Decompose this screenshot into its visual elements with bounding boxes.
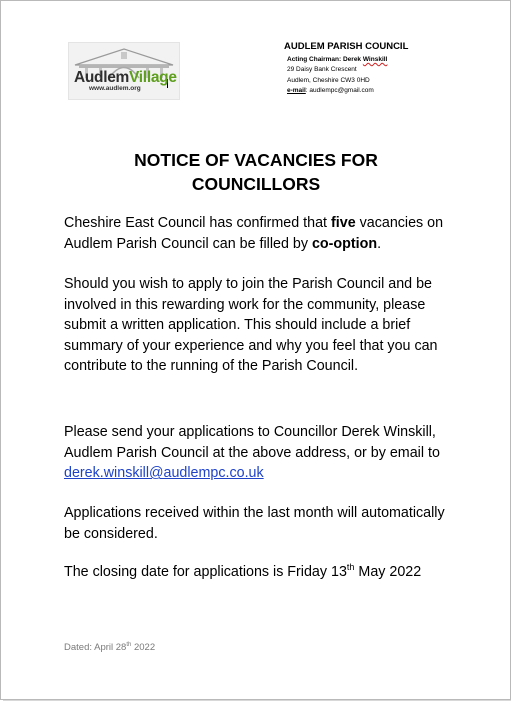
application-paragraph: Should you wish to apply to join the Parish Council and be involved in this rewarding work for the community, please submit a written application. This should include a brief summary of your experience and why you feel that you can contribute to the running of the Parish Council. xyxy=(64,276,438,375)
closing-date-paragraph: The closing date for applications is Friday 13th May 2022 xyxy=(64,562,422,580)
dated-line: Dated: April 28th 2022 xyxy=(64,641,156,653)
contact-email: e-mail: audlempc@gmail.com xyxy=(287,86,374,94)
send-applications-paragraph: Please send your applications to Councillor Derek Winskill, Audlem Parish Council at the above address, or by email to derek.winskill@audlempc.co.uk xyxy=(64,424,440,482)
vacancies-paragraph: Cheshire East Council has confirmed that five vacancies on Audlem Parish Council can be filled by co-option. xyxy=(64,215,444,252)
logo-url: www.audlem.org xyxy=(89,85,141,92)
council-name: AUDLEM PARISH COUNCIL xyxy=(284,41,409,52)
logo-wordmark: AudlemVillage xyxy=(74,69,177,86)
address-line-2: Audlem, Cheshire CW3 0HD xyxy=(287,76,370,84)
acting-chairman: Acting Chairman: Derek Winskill xyxy=(287,56,388,63)
notice-title-line-1: NOTICE OF VACANCIES FOR xyxy=(134,150,378,170)
address-line-1: 29 Daisy Bank Crescent xyxy=(287,66,357,74)
notice-title xyxy=(101,148,411,196)
audlem-village-logo xyxy=(68,42,180,100)
consideration-paragraph: Applications received within the last month will automatically be considered. xyxy=(64,505,445,542)
notice-title-line-2: COUNCILLORS xyxy=(191,174,321,194)
application-email-link[interactable]: derek.winskill@audlempc.co.uk xyxy=(64,465,264,482)
council-address-block xyxy=(284,41,494,96)
